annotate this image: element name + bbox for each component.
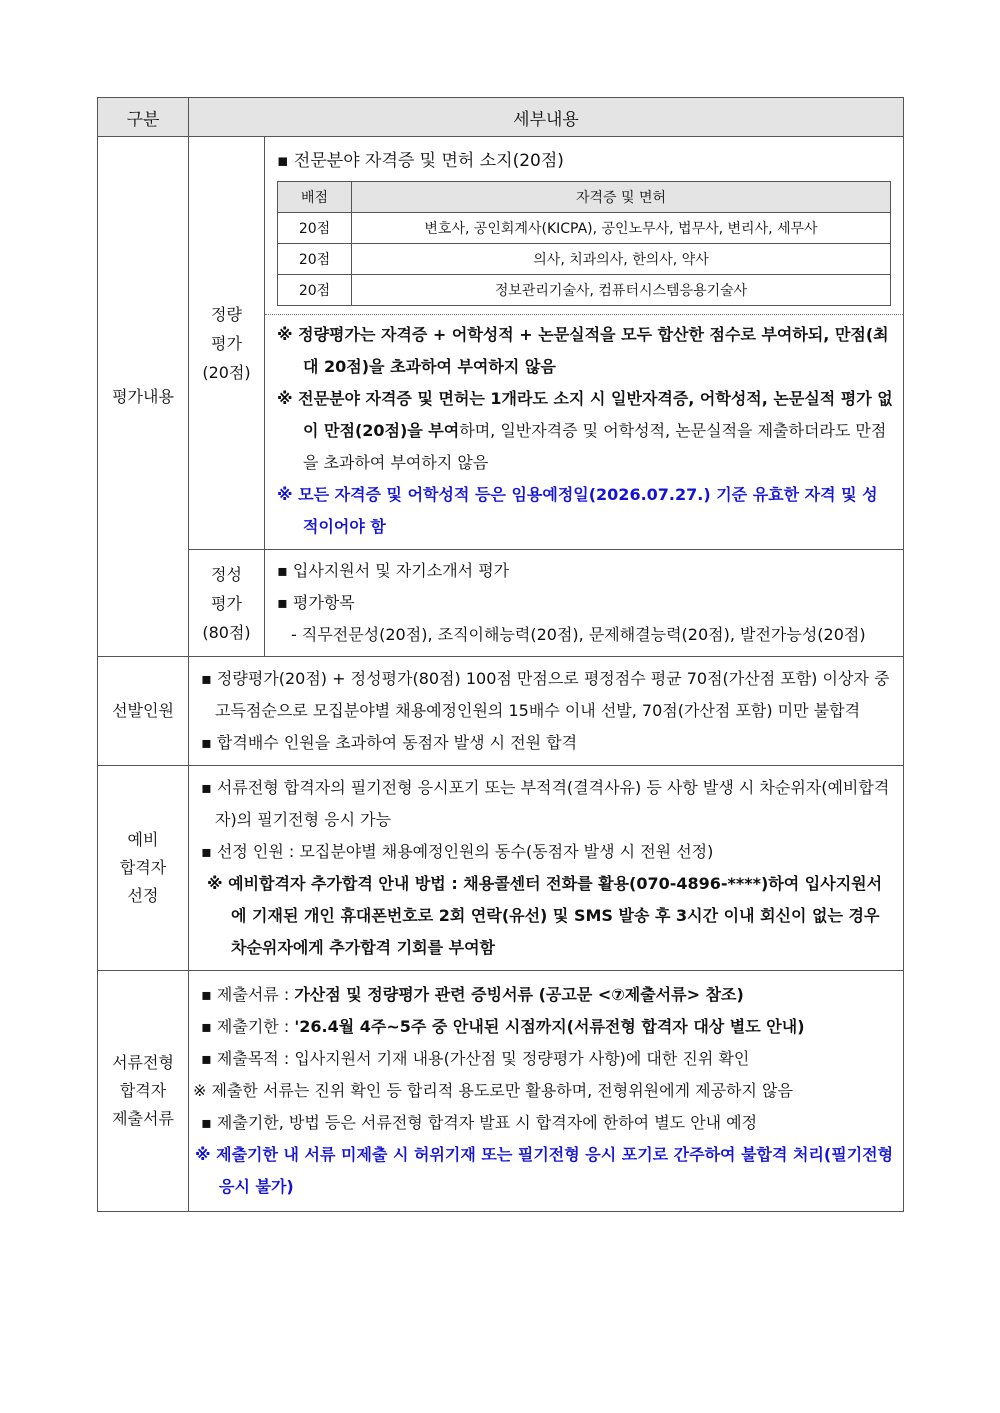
docs-category-line2: 합격자 <box>119 1081 167 1100</box>
reserve-item-1: ▪ 서류전형 합격자의 필기전형 응시포기 또는 부적격(결격사유) 등 사항 발생 시 차순위자(예비합격자)의 필기전형 응시 가능 <box>201 778 890 829</box>
qual-label <box>189 550 265 657</box>
docs-item-1-value: 가산점 및 정량평가 관련 증빙서류 (공고문 <⑦제출서류> 참조) <box>294 985 744 1004</box>
table-row <box>278 213 891 244</box>
docs-note: ※ 제출기한 내 서류 미제출 시 허위기재 또는 필기전형 응시 포기로 간주하여 불합격 처리(필기전형 응시 불가) <box>195 1145 894 1196</box>
docs-item-2-label: ▪ 제출기한 : <box>201 1017 295 1036</box>
reserve-category <box>98 766 189 971</box>
docs-content <box>189 971 904 1212</box>
quant-label-line3: (20점) <box>202 362 251 382</box>
selection-row <box>98 657 904 766</box>
license-score: 20점 <box>278 275 352 306</box>
table-row <box>278 275 891 306</box>
eval-category: 평가내용 <box>98 137 189 657</box>
qual-line-2: ▪ 평가항목 <box>277 593 355 612</box>
reserve-content <box>189 766 904 971</box>
docs-row <box>98 971 904 1212</box>
reserve-category-line2: 합격자 <box>119 858 167 877</box>
docs-item-5: ▪ 제출기한, 방법 등은 서류전형 합격자 발표 시 합격자에 한하여 별도 안내 예정 <box>201 1113 758 1132</box>
docs-item-1 <box>201 979 895 1011</box>
quant-bullet: ▪ 전문분야 자격증 및 면허 소지(20점) <box>277 151 564 171</box>
license-table <box>277 181 891 306</box>
docs-item-2-value: '26.4월 4주~5주 중 안내된 시점까지(서류전형 합격자 대상 별도 안내) <box>294 1017 805 1036</box>
selection-content <box>189 657 904 766</box>
license-names: 정보관리기술사, 컴퓨터시스템응용기술사 <box>352 275 891 306</box>
reserve-category-line3: 선정 <box>127 886 159 905</box>
header-category: 구분 <box>98 98 189 137</box>
qual-label-line3: (80점) <box>202 622 251 642</box>
reserve-category-line1: 예비 <box>127 830 159 849</box>
qual-content <box>265 550 904 657</box>
quant-note-2 <box>277 383 893 479</box>
qual-line-3: - 직무전문성(20점), 조직이해능력(20점), 문제해결능력(20점), 발전가능성(20점) <box>291 625 866 644</box>
docs-category-line1: 서류전형 <box>112 1053 174 1072</box>
quant-label-line1: 정량 <box>211 304 242 324</box>
eval-quant-row <box>98 137 904 550</box>
header-details: 세부내용 <box>189 98 904 137</box>
qual-label-line1: 정성 <box>211 564 242 584</box>
selection-category: 선발인원 <box>98 657 189 766</box>
table-row <box>278 244 891 275</box>
license-names: 의사, 치과의사, 한의사, 약사 <box>352 244 891 275</box>
docs-item-4: ※ 제출한 서류는 진위 확인 등 합리적 용도로만 활용하며, 전형위원에게 제공하지 않음 <box>193 1081 793 1100</box>
docs-category <box>98 971 189 1212</box>
docs-category-line3: 제출서류 <box>112 1109 174 1128</box>
license-names: 변호사, 공인회계사(KICPA), 공인노무사, 법무사, 변리사, 세무사 <box>352 213 891 244</box>
license-header-score: 배점 <box>278 182 352 213</box>
quant-note-3: ※ 모든 자격증 및 어학성적 등은 임용예정일(2026.07.27.) 기준 유효한 자격 및 성적이어야 함 <box>277 485 878 536</box>
reserve-row <box>98 766 904 971</box>
quant-label <box>189 137 265 550</box>
docs-item-3: ▪ 제출목적 : 입사지원서 기재 내용(가산점 및 정량평가 사항)에 대한 진위 확인 <box>201 1049 750 1068</box>
quant-note-2-bold: ※ 전문분야 자격증 및 면허는 1개라도 소지 시 일반자격증, 어학성적, 논문실적 평가 없이 만점(20점)을 부여 <box>277 389 893 440</box>
docs-item-1-label: ▪ 제출서류 : <box>201 985 295 1004</box>
header-row <box>98 98 904 137</box>
reserve-note: ※ 예비합격자 추가합격 안내 방법 : 채용콜센터 전화를 활용(070-4896-****)하여 입사지원서에 기재된 개인 휴대폰번호로 2회 연락(유선) 및 SMS 발송 후 3시간 이내 회신이 없는 경우 차순위자에게 추가합격 기회를 부여함 <box>207 874 883 957</box>
qual-label-line2: 평가 <box>211 593 242 613</box>
quant-label-line2: 평가 <box>211 333 242 353</box>
quant-note-2-rest: 하며, 일반자격증 및 어학성적, 논문실적을 제출하더라도 만점을 초과하여 부여하지 않음 <box>303 421 887 472</box>
selection-item-2: ▪ 합격배수 인원을 초과하여 동점자 발생 시 전원 합격 <box>201 733 578 752</box>
license-score: 20점 <box>278 213 352 244</box>
eval-qual-row <box>98 550 904 657</box>
selection-item-1: ▪ 정량평가(20점) + 정성평가(80점) 100점 만점으로 평정점수 평균 70점(가산점 포함) 이상자 중 고득점순으로 모집분야별 채용예정인원의 15배수 이내 선발, 70점(가산점 포함) 미만 불합격 <box>201 669 890 720</box>
quant-content <box>265 137 904 550</box>
recruitment-table <box>97 97 904 1212</box>
quant-note-1: ※ 정량평가는 자격증 + 어학성적 + 논문실적을 모두 합산한 점수로 부여하되, 만점(최대 20점)을 초과하여 부여하지 않음 <box>277 325 889 376</box>
docs-item-2 <box>201 1011 895 1043</box>
license-header-name: 자격증 및 면허 <box>352 182 891 213</box>
reserve-item-2: ▪ 선정 인원 : 모집분야별 채용예정인원의 동수(동점자 발생 시 전원 선정) <box>201 842 714 861</box>
qual-line-1: ▪ 입사지원서 및 자기소개서 평가 <box>277 561 510 580</box>
license-score: 20점 <box>278 244 352 275</box>
